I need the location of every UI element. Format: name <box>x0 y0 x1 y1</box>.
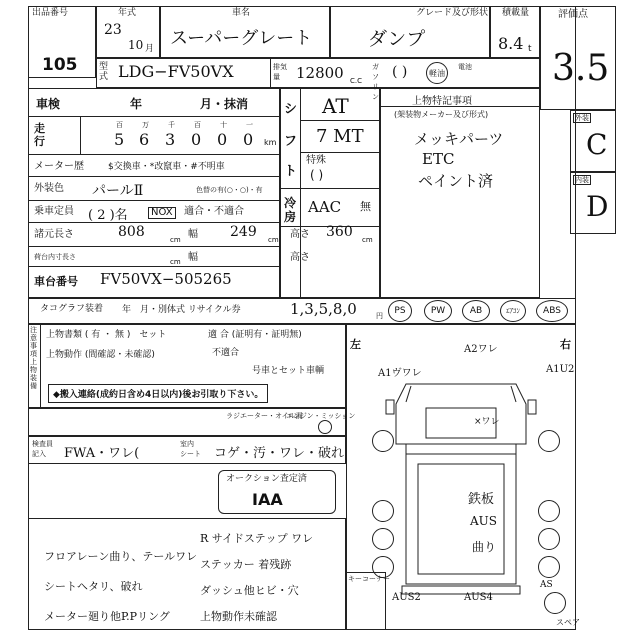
divider <box>28 266 280 267</box>
radiator-label: ラジエーター・オイル漏 <box>226 412 303 420</box>
remark-right-3: ダッシュ他ヒビ・穴 <box>200 584 299 597</box>
bed-height-label: 高さ <box>290 252 310 263</box>
color-value: パールⅡ <box>92 183 144 199</box>
divider <box>28 200 280 201</box>
chassis-value: FV50VX−505265 <box>100 270 232 288</box>
divider <box>28 246 280 247</box>
option-abs: ABS <box>536 300 568 322</box>
color-label: 外装色 <box>34 183 64 194</box>
special-label: 特殊 <box>306 155 326 166</box>
remark-right-1: R サイドステップ ワレ <box>200 532 314 545</box>
aircon-value: AAC <box>308 198 342 216</box>
displacement-label: 排気量 <box>273 63 287 81</box>
upper-doc-opts-2: 不適合 <box>212 348 240 358</box>
pickup-notice: ◆搬入連絡(成約日含め4日以内)後お引取り下さい。 <box>48 384 268 403</box>
length-unit: cm <box>170 236 181 244</box>
divider <box>28 116 280 117</box>
diagram-left: 左 <box>350 338 361 351</box>
equipment-title: 上物特記事項 <box>412 96 472 107</box>
seat-value: コゲ・汚・ワレ・破れ <box>214 446 345 461</box>
upper-notice-sub: 号車とセット車輌 <box>252 366 325 376</box>
shaken-label: 車検 <box>36 97 61 111</box>
mileage-digit-5: 0 <box>243 130 254 149</box>
chassis-label: 車台番号 <box>34 275 78 288</box>
tire-fl <box>372 430 394 452</box>
score-label: 評価点 <box>558 9 588 20</box>
seat-label-1: 室内 <box>180 440 194 448</box>
year-value: 23 <box>104 22 122 38</box>
divider <box>28 176 280 177</box>
score-value: 3.5 <box>552 48 610 89</box>
year-label: 年式 <box>118 8 137 18</box>
engine-label: エンジン・ミッション <box>286 412 356 420</box>
length-value: 808 <box>118 224 145 240</box>
diagram-note-bent: 曲り <box>472 540 497 554</box>
option-ab: AB <box>462 300 490 322</box>
height-value: 360 <box>326 224 353 240</box>
remark-right-2: ステッカー 着残跡 <box>200 558 292 571</box>
equipment-line-2: ETC <box>422 150 455 168</box>
aircon-none: 無 <box>360 200 371 213</box>
inspector-fw: FWA・ワレ( <box>64 446 140 461</box>
height-unit: cm <box>362 236 373 244</box>
seating-label: 乗車定員 <box>34 206 74 217</box>
fuel-diesel-circled: 軽油 <box>426 62 448 84</box>
divider <box>28 222 280 223</box>
width-value: 249 <box>230 224 257 240</box>
fuel-label: ガソリン <box>372 63 379 101</box>
interior-label: 内装 <box>575 176 589 184</box>
seating-value: ( 2 )名 <box>88 208 128 223</box>
recycle-yen: 円 <box>376 312 383 320</box>
capacity-label: 積載量 <box>502 8 530 18</box>
inspector-label-1: 検査員 <box>32 440 53 448</box>
exterior-label: 外装 <box>575 114 589 122</box>
shaken-month: 月・抹消 <box>200 97 249 111</box>
length-label: 諸元長さ <box>34 229 74 240</box>
key-corner-label: キーコーナー <box>348 575 390 583</box>
mileage-digit-3: 0 <box>191 130 202 149</box>
tire-rr3 <box>538 556 560 578</box>
lot-label: 出品番号 <box>32 8 69 18</box>
mileage-unit-5: 一 <box>246 121 253 129</box>
nox-options: 適合・不適合 <box>184 206 244 217</box>
equipment-line-3: ペイント済 <box>418 172 494 190</box>
upper-doc-label: 上物書類 ( 有 ・ 無 ) セット <box>46 330 167 340</box>
aircon-label-1: 冷 <box>284 196 297 210</box>
tire-rr2 <box>538 528 560 550</box>
mileage-digit-2: 3 <box>165 130 176 149</box>
tacho-label: タコグラフ装着 <box>40 304 104 314</box>
recycle-value: 1,3,5,8,0 <box>290 300 357 318</box>
remark-left-2: シートヘタリ、破れ <box>44 580 143 593</box>
upper-op-label: 上物動作 (間確認・未確認) <box>46 350 155 360</box>
grade-label: グレード及び形状 <box>416 8 489 18</box>
mileage-unit-4: 十 <box>220 121 227 129</box>
diagram-right: 右 <box>560 338 571 351</box>
diagram-note-a1u2: A1U2 <box>546 364 575 375</box>
bed-label: 荷台内寸長さ <box>34 253 76 261</box>
diagram-spare: スペア <box>556 618 580 627</box>
mileage-unit-0: 百 <box>116 121 123 129</box>
model-type-label: 型式 <box>99 62 109 82</box>
diagram-note-as: AS <box>540 580 553 590</box>
tire-rr1 <box>538 500 560 522</box>
divider <box>280 188 380 189</box>
equipment-subtitle: (架装物メーカー及び形式) <box>394 110 489 119</box>
fuel-electric: 電池 <box>458 63 472 71</box>
option-aircon: ｴｱｺﾝ <box>500 300 526 322</box>
shift-at: AT <box>322 94 349 118</box>
meter-label: メーター歴 <box>34 161 84 172</box>
color-chip: 色替の有(○・○)・有 <box>196 186 263 194</box>
mileage-label: 走行 <box>34 122 45 148</box>
mileage-unit-3: 百 <box>194 121 201 129</box>
inspector-label-2: 記入 <box>32 450 46 458</box>
bed-cm: cm <box>170 258 181 266</box>
bed-width-label: 幅 <box>188 252 198 263</box>
fuel-value: ( ) <box>392 64 408 80</box>
tire-rl1 <box>372 500 394 522</box>
capacity-unit: t <box>528 44 532 54</box>
divider <box>270 58 271 88</box>
divider <box>300 120 380 121</box>
upper-vertical-label: 注意事項 上物装備 <box>30 326 37 390</box>
diagram-note-steel: 鉄板 <box>468 492 495 507</box>
car-name: スーパーグレート <box>170 28 313 49</box>
height-label: 高さ <box>290 229 310 240</box>
diagram-note-aus: AUS <box>470 514 497 528</box>
remark-left-1: フロアレーン曲り、テールワレ <box>44 550 198 563</box>
nox-label: NOX <box>148 207 176 219</box>
equipment-box <box>380 88 540 298</box>
aircon-label-2: 房 <box>284 210 297 224</box>
capacity-value: 8.4 <box>498 34 524 53</box>
option-pw: PW <box>424 300 452 322</box>
divider <box>80 116 81 154</box>
mileage-km: km <box>264 138 277 147</box>
mileage-unit-1: 万 <box>142 121 149 129</box>
divider <box>40 324 41 408</box>
diagram-note-a1: A1ヴワレ <box>378 368 422 379</box>
upper-doc-opts-1: 適 合 (証明有・証明無) <box>208 330 302 340</box>
option-ps: PS <box>388 300 412 322</box>
recycle-text: 年 月・別体式 リサイクル券 <box>122 305 241 315</box>
seat-label-2: シート <box>180 450 201 458</box>
tire-fr <box>538 430 560 452</box>
month-suffix: 月 <box>145 44 155 54</box>
mileage-digit-0: 5 <box>114 130 125 149</box>
diagram-note-crack: ×ワレ <box>474 417 500 427</box>
grade: ダンプ <box>368 28 426 50</box>
shift-label-2: フ <box>284 134 298 149</box>
exterior-grade: C <box>586 128 608 161</box>
shift-label-1: シ <box>284 102 298 117</box>
cc-unit: C.C <box>350 77 363 85</box>
model-type: LDG−FV50VX <box>118 62 234 81</box>
stamp-title: オークション査定済 <box>226 474 307 484</box>
car-name-label: 車名 <box>232 8 251 18</box>
stamp-logo: IAA <box>252 490 283 509</box>
divider <box>28 154 280 155</box>
shift-mt: 7 MT <box>316 126 364 147</box>
month-value: 10 <box>128 38 144 52</box>
divider <box>300 152 380 153</box>
mileage-unit-2: 千 <box>168 121 175 129</box>
displacement: 12800 <box>296 64 344 82</box>
tire-rl2 <box>372 528 394 550</box>
mileage-digit-4: 0 <box>217 130 228 149</box>
width-unit: cm <box>268 236 279 244</box>
lot-number: 105 <box>42 55 78 75</box>
spare-tire-1 <box>544 592 566 614</box>
diagram-note-aus2: AUS2 <box>392 592 421 603</box>
equipment-line-1: メッキパーツ <box>414 130 504 148</box>
special-value: ( ) <box>310 168 324 182</box>
shaken-year: 年 <box>130 97 143 111</box>
divider <box>380 106 540 107</box>
remark-left-3: メーター廻り他P.Pリング <box>44 610 170 623</box>
width-label: 幅 <box>188 229 198 240</box>
diagram-note-aus4: AUS4 <box>464 592 493 603</box>
mileage-digit-1: 6 <box>139 130 150 149</box>
diagram-note-a2: A2ワレ <box>464 344 498 355</box>
shift-label-3: ト <box>284 164 298 179</box>
remark-right-4: 上物動作未確認 <box>200 610 277 623</box>
engine-circle <box>318 420 332 434</box>
interior-grade: D <box>586 190 609 223</box>
meter-options: $交換車・*改竄車・#不明車 <box>108 162 225 172</box>
